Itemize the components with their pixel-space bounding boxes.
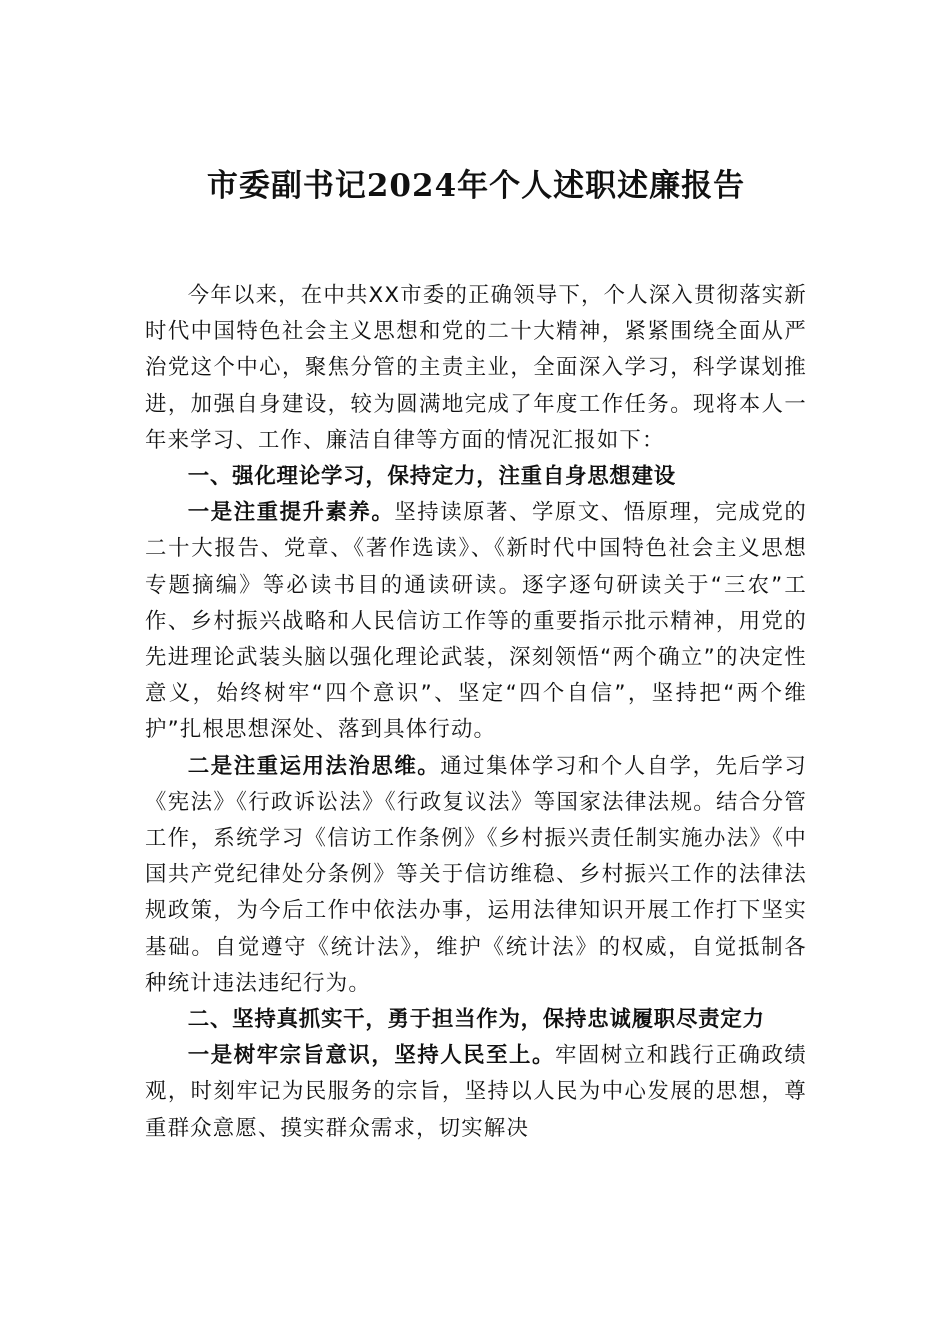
section-1-item-1	[145, 495, 807, 748]
section-1-item-2-body: 通过集体学习和个人自学，先后学习《宪法》《行政诉讼法》《行政复议法》等国家法律法规。结合分管工作，系统学习《信访工作条例》《乡村振兴责任制实施办法》《中国共产党纪律处分条例》等关于信访维稳、乡村振兴工作的法律法规政策，为今后工作中依法办事，运用法律知识开展工作打下坚实基础。自觉遵守《统计法》，维护《统计法》的权威，自觉抵制各种统计违法违纪行为。	[145, 753, 808, 996]
section-2-item-1	[145, 1038, 807, 1147]
section-1-item-1-body: 坚持读原著、学原文、悟原理，完成党的二十大报告、党章、《著作选读》、《新时代中国特色社会主义思想专题摘编》等必读书目的通读研读。逐字逐句研读关于“三农”工作、乡村振兴战略和人民信访工作等的重要指示批示精神，用党的先进理论武装头脑以强化理论武装，深刻领悟“两个确立”的决定性意义，始终树牢“四个意识”、坚定“四个自信”，坚持把“两个维护”扎根思想深处、落到具体行动。	[145, 500, 807, 743]
intro-paragraph: 今年以来，在中共XX市委的正确领导下，个人深入贯彻落实新时代中国特色社会主义思想和党的二十大精神，紧紧围绕全面从严治党这个中心，聚焦分管的主责主业，全面深入学习，科学谋划推进，加强自身建设，较为圆满地完成了年度工作任务。现将本人一年来学习、工作、廉洁自律等方面的情况汇报如下：	[145, 283, 807, 453]
document-body	[145, 158, 807, 1147]
section-1-item-2-lead: 二是注重运用法治思维。	[187, 753, 441, 779]
section-2-item-1-lead: 一是树牢宗旨意识，坚持人民至上。	[187, 1043, 555, 1069]
section-2-item-1-body: 牢固树立和践行正确政绩观，时刻牢记为民服务的宗旨，坚持以人民为中心发展的思想，尊重群众意愿、摸实群众需求，切实解决	[145, 1043, 808, 1141]
section-1-item-2	[145, 749, 807, 1002]
section-2-heading: 二、坚持真抓实干，勇于担当作为，保持忠诚履职尽责定力	[187, 1007, 765, 1033]
document-title: 市委副书记2024年个人述职述廉报告	[206, 168, 746, 204]
section-1-item-1-lead: 一是注重提升素养。	[187, 500, 395, 526]
section-1-heading: 一、强化理论学习，保持定力，注重自身思想建设	[187, 464, 676, 490]
